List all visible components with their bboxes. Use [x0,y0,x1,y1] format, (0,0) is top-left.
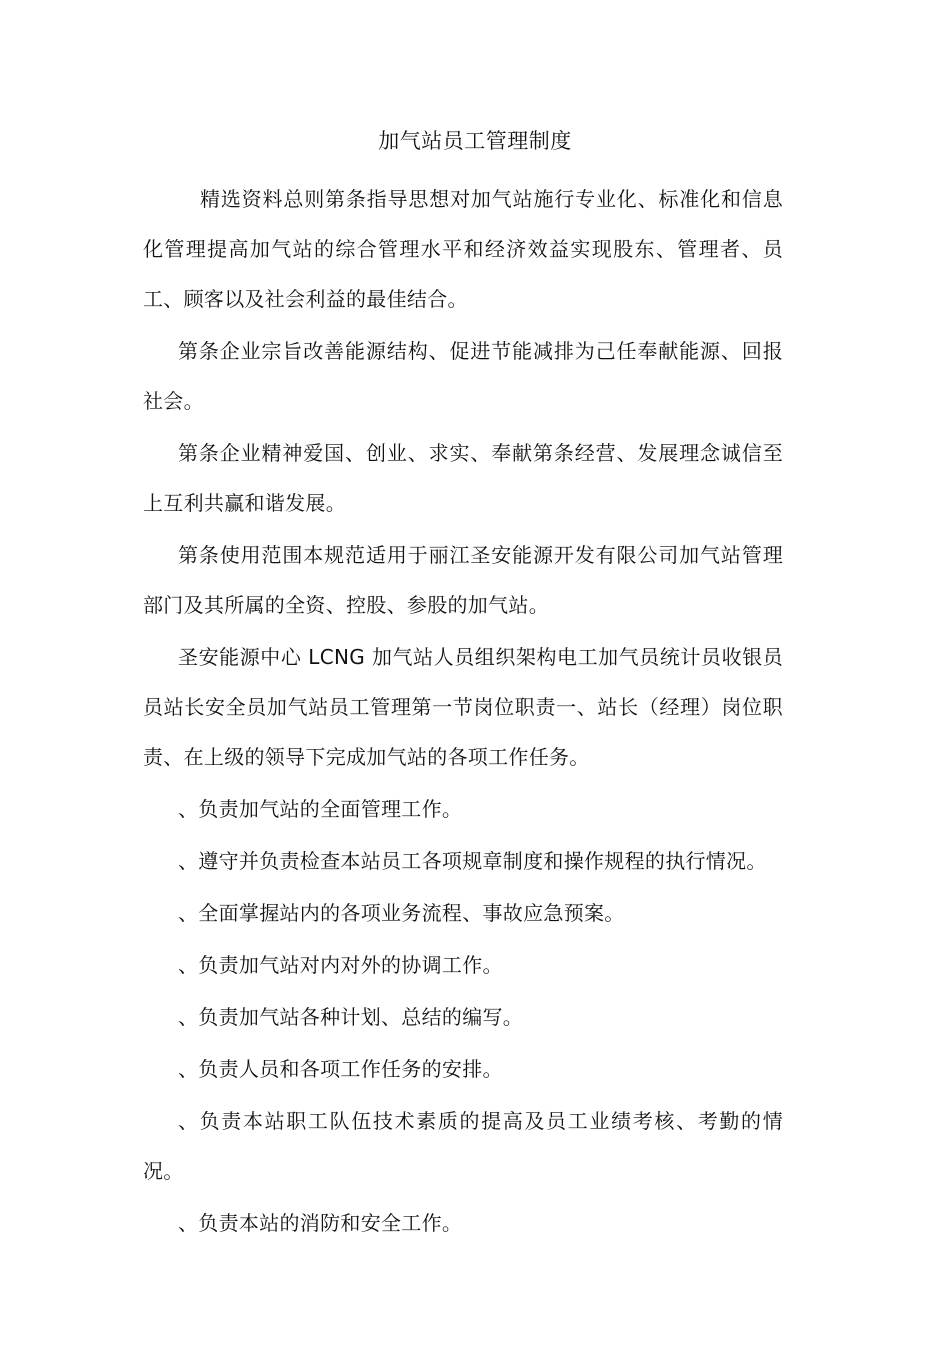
list-item-duty: 、负责人员和各项工作任务的安排。 [178,1057,503,1081]
list-item-duty: 、全面掌握站内的各项业务流程、事故应急预案。 [178,901,625,925]
list-item-duty: 、负责加气站的全面管理工作。 [178,797,463,821]
list-item-duty: 、负责加气站各种计划、总结的编写。 [178,1005,524,1029]
paragraph-enterprise-spirit: 第条企业精神爱国、创业、求实、奉献第条经营、发展理念诚信至上互利共赢和谐发展。 [143,441,783,515]
paragraph-enterprise-purpose: 第条企业宗旨改善能源结构、促进节能减排为己任奉献能源、回报社会。 [143,339,783,413]
paragraph-scope: 第条使用范围本规范适用于丽江圣安能源开发有限公司加气站管理部门及其所属的全资、控股、参股的加气站。 [143,543,783,617]
document-title: 加气站员工管理制度 [378,129,572,153]
list-item-duty: 、遵守并负责检查本站员工各项规章制度和操作规程的执行情况。 [178,849,767,873]
paragraph-organization: 圣安能源中心 LCNG 加气站人员组织架构电工加气员统计员收银员员站长安全员加气站员工管理第一节岗位职责一、站长（经理）岗位职责、在上级的领导下完成加气站的各项工作任务。 [143,645,783,769]
document-body [143,174,783,1250]
list-item-duty: 、负责本站的消防和安全工作。 [178,1211,463,1235]
paragraph-general-principles: 精选资料总则第条指导思想对加气站施行专业化、标准化和信息化管理提高加气站的综合管理水平和经济效益实现股东、管理者、员工、顾客以及社会利益的最佳结合。 [143,187,783,311]
list-item-duty: 、负责加气站对内对外的协调工作。 [178,953,503,977]
list-item-duty: 、负责本站职工队伍技术素质的提高及员工业绩考核、考勤的情况。 [143,1109,783,1183]
